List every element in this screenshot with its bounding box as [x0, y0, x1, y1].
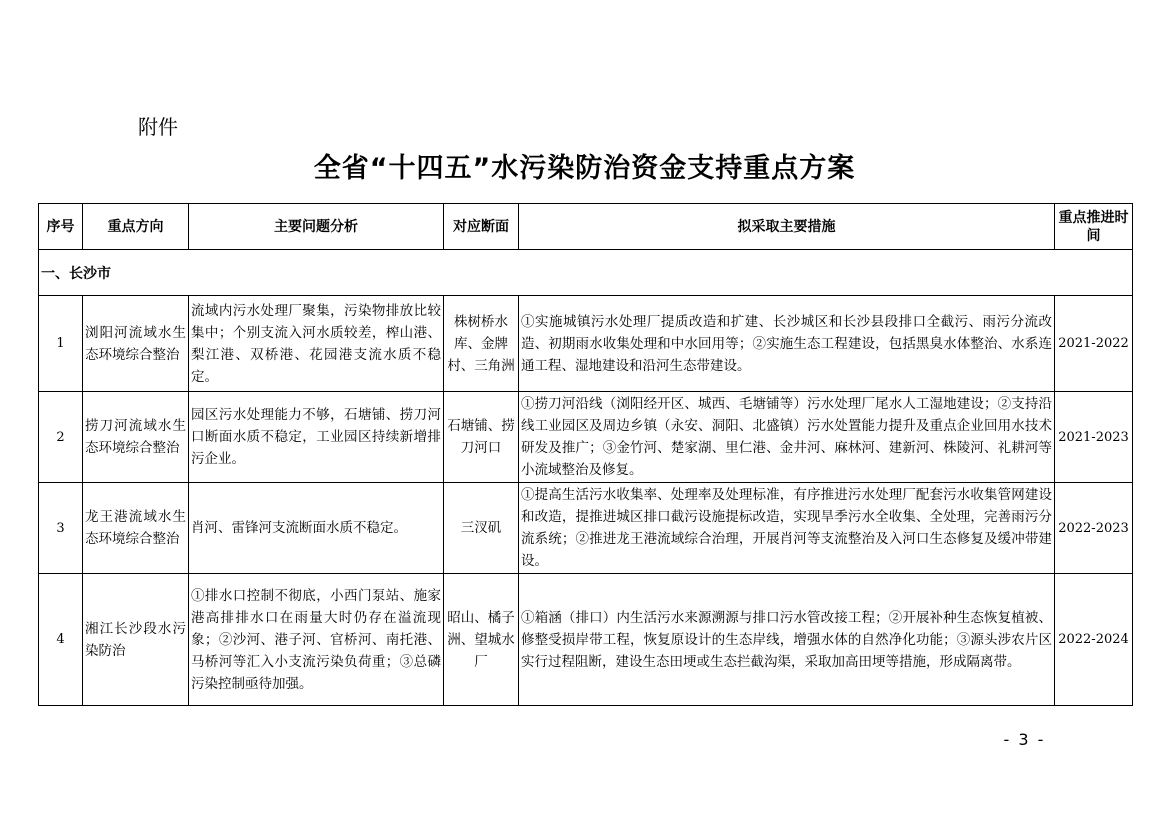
table-row [39, 483, 1133, 574]
row-measures: ①提高生活污水收集率、处理率及处理标准，有序推进污水处理厂配套污水收集管网建设和改造，提推进城区排口截污设施提标改造，实现旱季污水全收集、全处理，完善雨污分流系统；②推进龙王港流域综合治理，开展肖河等支流整治及入河口生态修复及缓冲带建设。 [519, 483, 1055, 574]
row-problem: 园区污水处理能力不够，石塘铺、捞刀河口断面水质不稳定，工业园区持续新增排污企业。 [189, 392, 444, 483]
row-measures: ①实施城镇污水处理厂提质改造和扩建、长沙城区和长沙县段排口全截污、雨污分流改造、初期雨水收集处理和中水回用等；②实施生态工程建设，包括黑臭水体整治、水系连通工程、湿地建设和沿河生态带建设。 [519, 296, 1055, 392]
row-measures: ①捞刀河沿线（浏阳经开区、城西、毛塘铺等）污水处理厂尾水人工湿地建设；②支持沿线工业园区及周边乡镇（永安、洞阳、北盛镇）污水处置能力提升及重点企业回用水技术研发及推广；③金竹河、楚家湖、里仁港、金井河、麻林河、建新河、株陵河、礼耕河等小流域整治及修复。 [519, 392, 1055, 483]
row-problem: 流域内污水处理厂聚集，污染物排放比较集中；个别支流入河水质较差，榨山港、梨江港、双桥港、花园港支流水质不稳定。 [189, 296, 444, 392]
row-index: 4 [39, 574, 83, 706]
row-section: 昭山、橘子洲、望城水厂 [444, 574, 519, 706]
row-time: 2021-2023 [1055, 392, 1133, 483]
plan-table [38, 203, 1133, 706]
header-direction: 重点方向 [83, 204, 189, 250]
row-index: 3 [39, 483, 83, 574]
section-title: 一、长沙市 [39, 250, 1133, 296]
header-measures: 拟采取主要措施 [519, 204, 1055, 250]
row-index: 2 [39, 392, 83, 483]
row-direction: 浏阳河流域水生态环境综合整治 [83, 296, 189, 392]
row-time: 2022-2023 [1055, 483, 1133, 574]
row-time: 2021-2022 [1055, 296, 1133, 392]
row-index: 1 [39, 296, 83, 392]
table-row [39, 296, 1133, 392]
row-direction: 捞刀河流域水生态环境综合整治 [83, 392, 189, 483]
row-direction: 湘江长沙段水污染防治 [83, 574, 189, 706]
document-title: 全省“十四五”水污染防治资金支持重点方案 [313, 153, 856, 184]
attachment-label: 附件 [138, 115, 178, 139]
row-measures: ①箱涵（排口）内生活污水来源溯源与排口污水管改接工程；②开展补种生态恢复植被、修整受损岸带工程，恢复原设计的生态岸线，增强水体的自然净化功能；③源头涉农片区实行过程阻断，建设生态田埂或生态拦截沟渠，采取加高田埂等措施，形成隔离带。 [519, 574, 1055, 706]
header-time: 重点推进时间 [1055, 204, 1133, 250]
header-index: 序号 [39, 204, 83, 250]
row-section: 三汊矶 [444, 483, 519, 574]
table-header-row [39, 204, 1133, 250]
header-problem: 主要问题分析 [189, 204, 444, 250]
row-direction: 龙王港流域水生态环境综合整治 [83, 483, 189, 574]
row-problem: 肖河、雷锋河支流断面水质不稳定。 [189, 483, 444, 574]
row-problem: ①排水口控制不彻底，小西门泵站、施家港高排排水口在雨量大时仍存在溢流现象；②沙河、港子河、官桥河、南托港、马桥河等汇入小支流污染负荷重；③总磷污染控制亟待加强。 [189, 574, 444, 706]
table-row [39, 392, 1133, 483]
header-section: 对应断面 [444, 204, 519, 250]
section-row [39, 250, 1133, 296]
row-section: 石塘铺、捞刀河口 [444, 392, 519, 483]
row-time: 2022-2024 [1055, 574, 1133, 706]
row-section: 株树桥水库、金牌村、三角洲 [444, 296, 519, 392]
page-number: - 3 - [1003, 730, 1046, 749]
table-row [39, 574, 1133, 706]
